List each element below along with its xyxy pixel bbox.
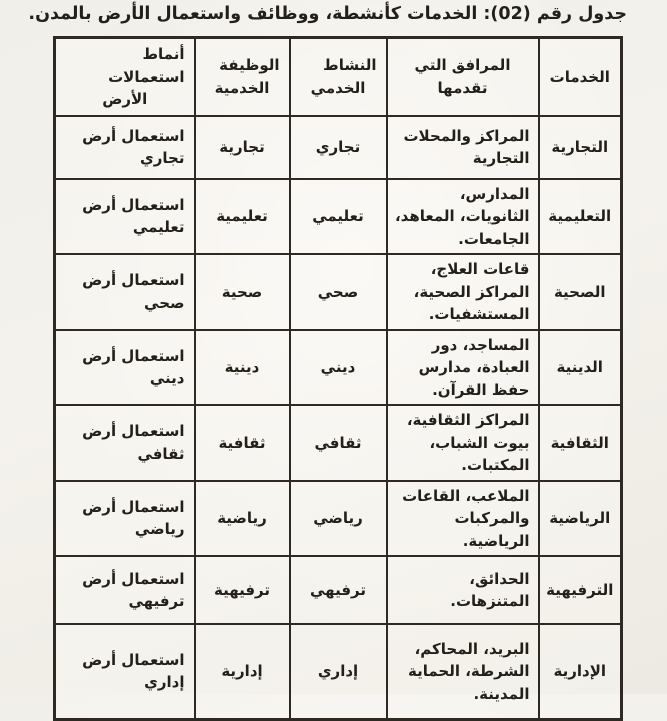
table-row: [55, 405, 622, 481]
cell-facilities: قاعات العلاج، المراكز الصحية، المستشفيات.: [387, 254, 539, 330]
cell-services: التعليمية: [539, 179, 622, 255]
cell-services: الدينية: [539, 330, 622, 406]
header-row: [55, 38, 622, 116]
table-row: [55, 179, 622, 255]
cell-function: إدارية: [195, 624, 290, 719]
cell-facilities: المراكز الثقافية، بيوت الشباب، المكتبات.: [387, 405, 539, 481]
cell-facilities: المدارس، الثانويات، المعاهد، الجامعات.: [387, 179, 539, 255]
cell-activity: تعليمي: [290, 179, 387, 255]
cell-facilities: البريد، المحاكم، الشرطة، الحماية المدينة.: [387, 624, 539, 719]
cell-facilities: المراكز والمحلات التجارية: [387, 116, 539, 179]
cell-function: تعليمية: [195, 179, 290, 255]
cell-function: ترفيهية: [195, 556, 290, 624]
cell-land-use: استعمال أرض ثقافي: [55, 405, 195, 481]
cell-services: التجارية: [539, 116, 622, 179]
services-land-use-table: [53, 36, 623, 721]
table-caption: جدول رقم (02): الخدمات كأنشطة، ووظائف واستعمال الأرض بالمدن.: [40, 4, 627, 24]
cell-land-use: استعمال أرض صحي: [55, 254, 195, 330]
cell-services: الرياضية: [539, 481, 622, 557]
cell-land-use: استعمال أرض ديني: [55, 330, 195, 406]
cell-activity: ديني: [290, 330, 387, 406]
cell-facilities: المساجد، دور العبادة، مدارس حفظ القرآن.: [387, 330, 539, 406]
cell-services: الثقافية: [539, 405, 622, 481]
cell-land-use: استعمال أرض تعليمي: [55, 179, 195, 255]
cell-function: دينية: [195, 330, 290, 406]
header-function: الوظيفة الخدمية: [195, 38, 290, 116]
cell-activity: تجاري: [290, 116, 387, 179]
cell-function: تجارية: [195, 116, 290, 179]
table-row: [55, 624, 622, 719]
cell-services: الترفيهية: [539, 556, 622, 624]
cell-services: الصحية: [539, 254, 622, 330]
table-row: [55, 330, 622, 406]
header-services: الخدمات: [539, 38, 622, 116]
table-row: [55, 481, 622, 557]
header-land-use: أنماط استعمالات الأرض: [55, 38, 195, 116]
table-row: [55, 556, 622, 624]
cell-land-use: استعمال أرض ترفيهي: [55, 556, 195, 624]
cell-function: صحية: [195, 254, 290, 330]
table-row: [55, 254, 622, 330]
header-activity: النشاط الخدمي: [290, 38, 387, 116]
cell-activity: إداري: [290, 624, 387, 719]
cell-activity: ثقافي: [290, 405, 387, 481]
cell-land-use: استعمال أرض رياضي: [55, 481, 195, 557]
table-row: [55, 116, 622, 179]
cell-services: الإدارية: [539, 624, 622, 719]
cell-facilities: الحدائق، المتنزهات.: [387, 556, 539, 624]
cell-activity: صحي: [290, 254, 387, 330]
header-facilities: المرافق التي تقدمها: [387, 38, 539, 116]
cell-land-use: استعمال أرض إداري: [55, 624, 195, 719]
cell-activity: رياضي: [290, 481, 387, 557]
cell-activity: ترفيهي: [290, 556, 387, 624]
cell-function: رياضية: [195, 481, 290, 557]
cell-land-use: استعمال أرض تجاري: [55, 116, 195, 179]
cell-facilities: الملاعب، القاعات والمركبات الرياضية.: [387, 481, 539, 557]
cell-function: ثقافية: [195, 405, 290, 481]
